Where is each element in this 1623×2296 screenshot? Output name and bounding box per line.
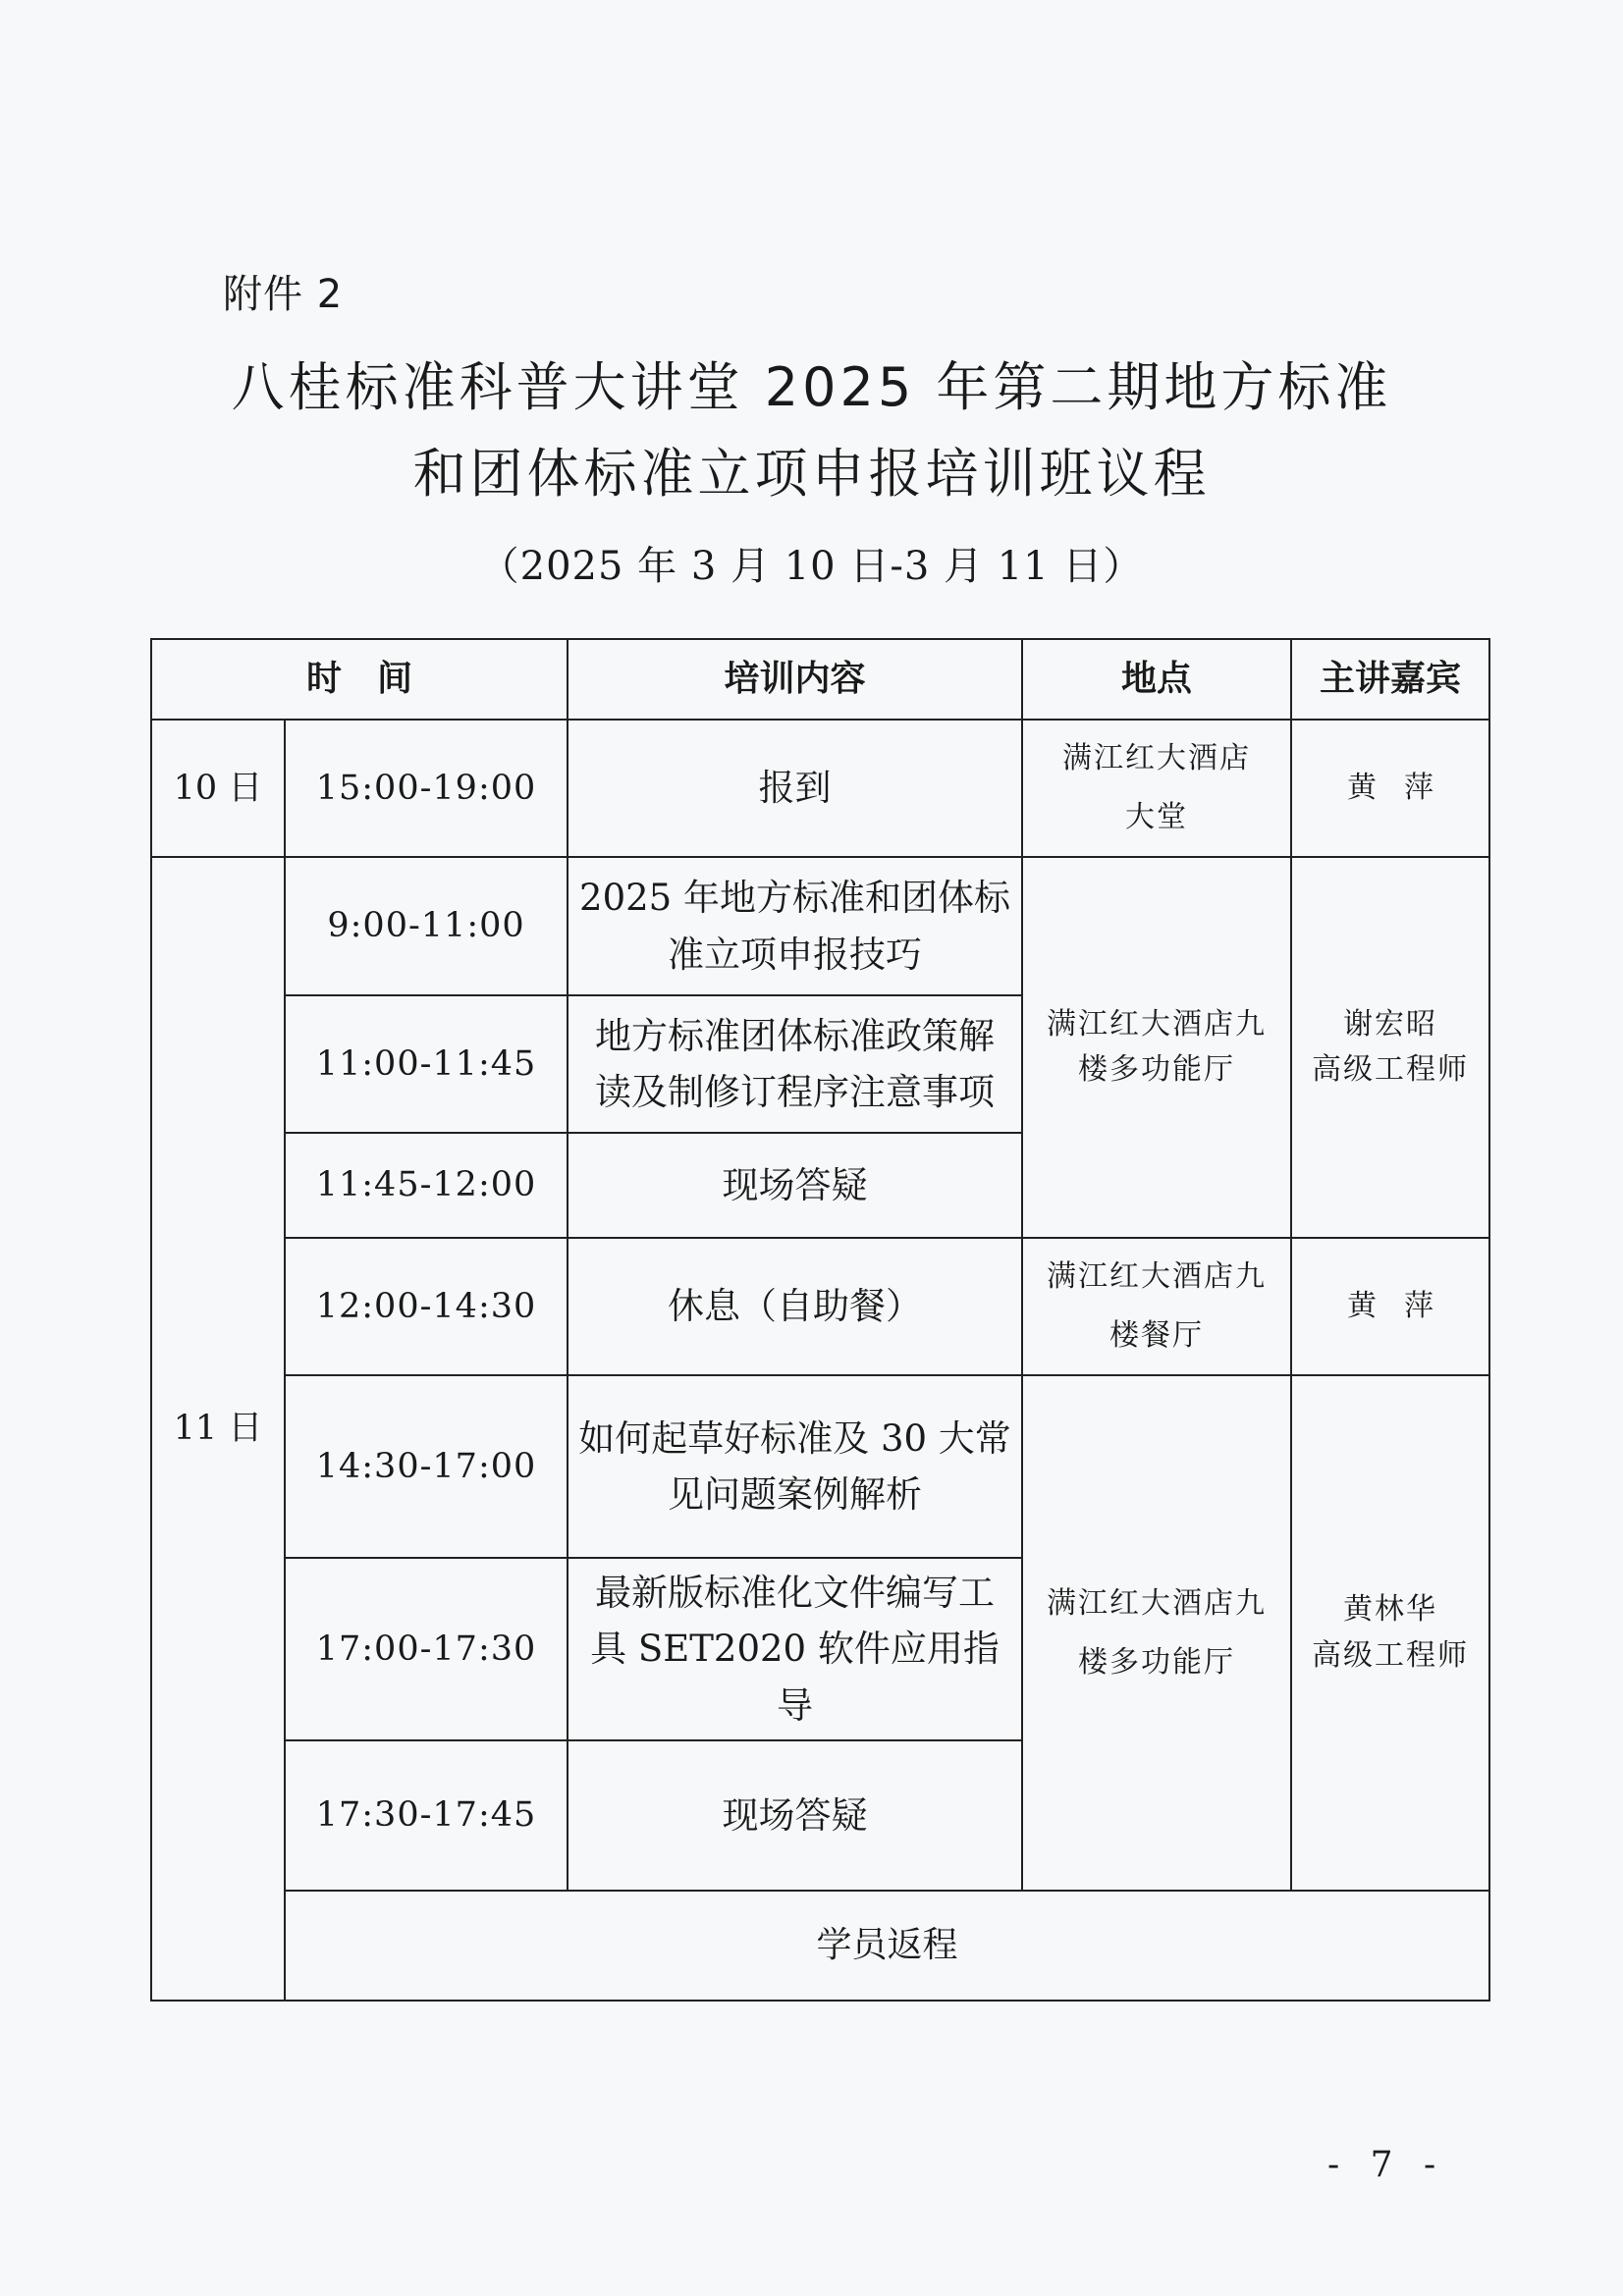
time-cell: 15:00-19:00	[285, 720, 568, 857]
speaker-cell	[1291, 1238, 1489, 1375]
location-line: 大堂	[1125, 800, 1189, 834]
day-cell: 11 日	[151, 857, 285, 2001]
content-cell	[568, 1558, 1022, 1740]
header-content: 培训内容	[568, 639, 1022, 720]
speaker-title: 高级工程师	[1312, 1052, 1470, 1087]
content-cell	[568, 857, 1022, 995]
location-line: 满江红大酒店九	[1047, 1006, 1268, 1041]
content-cell: 现场答疑	[568, 1740, 1022, 1891]
content-line: 地方标准团体标准政策解	[595, 1014, 996, 1057]
header-time: 时 间	[151, 639, 568, 720]
header-location: 地点	[1022, 639, 1291, 720]
attachment-label: 附件 2	[223, 272, 344, 317]
content-cell	[568, 995, 1022, 1133]
speaker-name: 黄萍	[1347, 770, 1462, 805]
title-line-1: 八桂标准科普大讲堂 2025 年第二期地方标准	[231, 356, 1392, 418]
location-line: 楼多功能厅	[1078, 1644, 1236, 1680]
header-speaker: 主讲嘉宾	[1291, 639, 1489, 720]
content-cell: 现场答疑	[568, 1133, 1022, 1238]
content-line: 读及制修订程序注意事项	[595, 1071, 996, 1113]
location-cell	[1022, 720, 1291, 857]
time-cell: 12:00-14:30	[285, 1238, 568, 1375]
return-cell: 学员返程	[285, 1891, 1489, 2001]
table-row	[151, 1375, 1489, 1558]
location-line: 楼多功能厅	[1078, 1052, 1236, 1087]
content-line: 具 SET2020 软件应用指导	[590, 1628, 1000, 1727]
location-cell	[1022, 1375, 1291, 1891]
time-cell: 17:00-17:30	[285, 1558, 568, 1740]
content-cell: 休息（自助餐）	[568, 1238, 1022, 1375]
day-cell: 10 日	[151, 720, 285, 857]
table-row	[151, 857, 1489, 995]
location-line: 满江红大酒店	[1062, 741, 1252, 775]
content-line: 准立项申报技巧	[668, 933, 923, 976]
content-cell: 报到	[568, 720, 1022, 857]
content-line: 见问题案例解析	[668, 1473, 923, 1516]
content-line: 2025 年地方标准和团体标	[579, 877, 1010, 920]
location-cell	[1022, 1238, 1291, 1375]
content-cell	[568, 1375, 1022, 1558]
speaker-cell	[1291, 720, 1489, 857]
time-cell: 11:45-12:00	[285, 1133, 568, 1238]
location-cell	[1022, 857, 1291, 1238]
content-line: 最新版标准化文件编写工	[595, 1571, 996, 1614]
page-number: - 7 -	[1327, 2145, 1446, 2185]
speaker-cell	[1291, 1375, 1489, 1891]
table-header-row	[151, 639, 1489, 720]
agenda-table	[150, 638, 1490, 2002]
time-cell: 11:00-11:45	[285, 995, 568, 1133]
speaker-name: 黄林华	[1343, 1592, 1438, 1627]
content-line: 如何起草好标准及 30 大常	[578, 1416, 1011, 1460]
location-line: 楼餐厅	[1109, 1318, 1205, 1353]
speaker-title: 高级工程师	[1312, 1637, 1470, 1673]
speaker-name: 黄萍	[1347, 1288, 1462, 1323]
time-cell: 14:30-17:00	[285, 1375, 568, 1558]
date-range: （2025 年 3 月 10 日-3 月 11 日）	[479, 544, 1144, 589]
location-line: 满江红大酒店九	[1047, 1259, 1268, 1294]
title-line-2: 和团体标准立项申报培训班议程	[412, 443, 1211, 505]
table-row	[151, 720, 1489, 857]
time-cell: 17:30-17:45	[285, 1740, 568, 1891]
location-line: 满江红大酒店九	[1047, 1585, 1268, 1621]
table-row	[151, 1891, 1489, 2001]
speaker-name: 谢宏昭	[1343, 1006, 1438, 1041]
table-row	[151, 1238, 1489, 1375]
time-cell: 9:00-11:00	[285, 857, 568, 995]
speaker-cell	[1291, 857, 1489, 1238]
